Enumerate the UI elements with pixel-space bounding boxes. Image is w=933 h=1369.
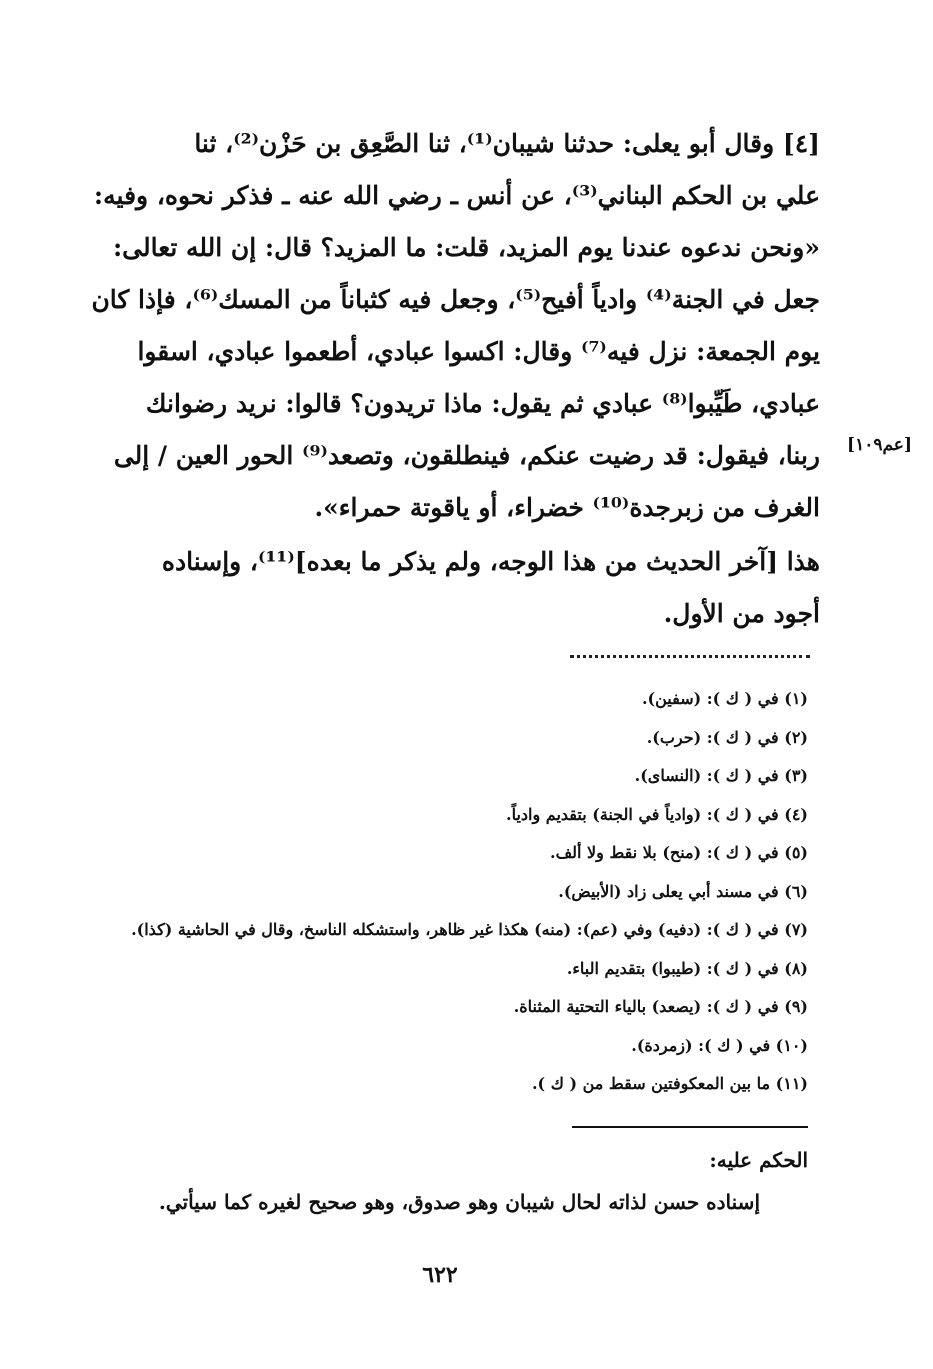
text-line: [٤] وقال أبو يعلى: حدثنا شيبان⁽¹⁾، ثنا الصَّعِق بن حَزْن⁽²⁾، ثنا <box>194 129 820 158</box>
closing-paragraph <box>90 536 820 640</box>
footnote: (٩) في ( ك ): (يصعد) بالياء التحتية المثناة. <box>513 997 808 1016</box>
footnote: (٢) في ( ك ): (حرب). <box>646 727 808 747</box>
text-line: علي بن الحكم البناني⁽³⁾، عن أنس ـ رضي الله عنه ـ فذكر نحوه، وفيه: <box>93 181 820 210</box>
footnote: (٥) في ( ك ): (منح) بلا نقط ولا ألف. <box>550 843 808 862</box>
footnote: (١١) ما بين المعكوفتين سقط من ( ك ). <box>531 1074 808 1093</box>
section-divider <box>572 1126 808 1128</box>
text-line: «ونحن ندعوه عندنا يوم المزيد، قلت: ما المزيد؟ قال: إن الله تعالى: <box>112 233 820 262</box>
page-number: ٦٢٢ <box>422 1262 458 1288</box>
text-line: يوم الجمعة: نزل فيه⁽⁷⁾ وقال: اكسوا عبادي، أطعموا عبادي، اسقوا <box>137 337 820 366</box>
text-line: هذا [آخر الحديث من هذا الوجه، ولم يذكر ما بعده]⁽¹¹⁾، وإسناده <box>161 547 820 576</box>
footnote: (١) في ( ك ): (سفين). <box>641 689 808 708</box>
footnote: (٦) في مسند أبي يعلى زاد (الأبيض). <box>558 881 808 901</box>
text-line: جعل في الجنة⁽⁴⁾ وادياً أفيح⁽⁵⁾، وجعل فيه كثباناً من المسك⁽⁶⁾، فإذا كان <box>91 285 820 314</box>
footnotes <box>90 680 808 1104</box>
text-line: الغرف من زبرجدة⁽¹⁰⁾ خضراء، أو ياقوتة حمراء». <box>314 493 820 522</box>
text-line: أجود من الأول. <box>663 599 820 628</box>
manuscript-margin-note: [عم١٠٩] <box>847 435 912 455</box>
ruling-text: إسناده حسن لذاته لحال شيبان وهو صدوق، وهو صحيح لغيره كما سيأتي. <box>158 1190 760 1214</box>
footnote: (٣) في ( ك ): (النساى). <box>634 766 808 785</box>
footnote-separator <box>570 655 810 658</box>
ruling-heading: الحكم عليه: <box>709 1148 808 1172</box>
hadith-text <box>90 118 820 534</box>
text-line: ربنا، فيقول: قد رضيت عنكم، فينطلقون، وتصعد⁽⁹⁾ الحور العين / إلى <box>113 441 820 470</box>
text-line: عبادي، طَيِّبوا⁽⁸⁾ عبادي ثم يقول: ماذا تريدون؟ قالوا: نريد رضوانك <box>145 389 820 418</box>
footnote: (٤) في ( ك ): (وادياً في الجنة) بتقديم وادياً. <box>506 804 808 824</box>
footnote: (٨) في ( ك ): (طيبوا) بتقديم الباء. <box>566 958 808 978</box>
footnote: (٧) في ( ك ): (دفيه) وفي (عم): (منه) هكذا غير ظاهر، واستشكله الناسخ، وقال في الحاشية (كذا). <box>131 920 808 939</box>
footnote: (١٠) في ( ك ): (زمردة). <box>631 1035 808 1055</box>
